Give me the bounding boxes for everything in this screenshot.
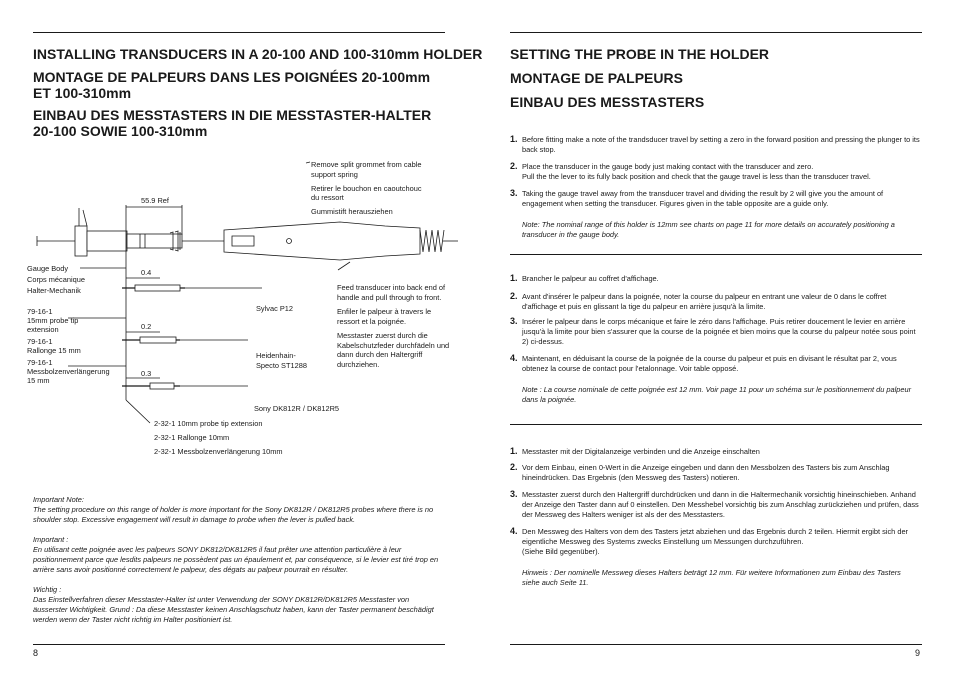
fr-note: Note : La course nominale de cette poignée est 12 mm. Voir page 11 pour un schéma sur le positionnement du palpeur dans la poignée. <box>522 385 912 404</box>
part-79-16-1-de-a: 79-16-1 <box>27 358 53 367</box>
gap-label-0-4: 0.4 <box>141 268 152 277</box>
gap-label-0-3: 0.3 <box>141 369 152 378</box>
note-gummistift: Gummistift herausziehen <box>311 207 393 216</box>
en-note: Note: The nominal range of this holder is 12mm see charts on page 11 for more details on accurately positioning a transducer in the gauge body. <box>522 220 895 239</box>
de-note: Hinweis : Der nominelle Messweg dieses Halters beträgt 12 mm. Für weitere Informationen zum Einbau des Tasters siehe auch Seite 11. <box>522 568 901 587</box>
de-step-4-text: Den Messweg des Halters von dem des Tasters jetzt abziehen und das Ergebnis durch 2 teilen. Hiermit ergibt sich der eigentliche Messweg des Systems zwecks Einstellung um Messungen durchzuführen. (Siehe Bild gegenüber). <box>522 527 909 556</box>
left-heading-1: INSTALLING TRANSDUCERS IN A 20-100 AND 100-310mm HOLDER <box>33 46 483 62</box>
fr-step-3-number: 3. <box>510 316 518 326</box>
de-step-4-number: 4. <box>510 526 518 536</box>
fr-step-3-text: Insérer le palpeur dans le corps mécanique et faire le zéro dans l'affichage. Puis retirer doucement le levier en arrière jusqu'à la limite pour bien s'assurer que la course de la poignée et bien moins que la course du palpeur notée sous point 2) ci-dessus. <box>522 317 916 346</box>
probe-label-heidenhain-1: Heidenhain- <box>256 351 296 360</box>
note-remove-grommet-1: Remove split grommet from cable <box>311 160 422 169</box>
fr-step-2-number: 2. <box>510 291 518 301</box>
left-heading-5: 20-100 SOWIE 100-310mm <box>33 123 208 139</box>
de-step-2-text: Vor dem Einbau, einen 0-Wert in die Anzeige eingeben und dann den Messbolzen des Tasters bis zum Anschlag hineindrücken. Das Ergebnis (den Messweg des Tasters) notieren. <box>522 463 890 482</box>
note-retirer-bouchon-2: du ressort <box>311 193 344 202</box>
en-step-3-number: 3. <box>510 188 518 198</box>
ref-dimension-label: 55.9 Ref <box>141 196 169 205</box>
right-heading-1: SETTING THE PROBE IN THE HOLDER <box>510 46 770 62</box>
gauge-body-label-de: Halter-Mechanik <box>27 286 81 295</box>
gauge-body-label-fr: Corps mécanique <box>27 275 85 284</box>
gauge-body-label-en: Gauge Body <box>27 264 69 273</box>
probe-label-sylvac: Sylvac P12 <box>256 304 293 313</box>
de-step-1-number: 1. <box>510 446 518 456</box>
note-retirer-bouchon-1: Retirer le bouchon en caoutchouc <box>311 184 422 193</box>
important-fr-title: Important : <box>33 535 69 544</box>
right-bottom-rule <box>510 644 922 645</box>
part-79-16-1-fr-a: 79-16-1 <box>27 337 53 346</box>
right-heading-2: MONTAGE DE PALPEURS <box>510 70 683 86</box>
part-79-16-1-de-c: 15 mm <box>27 376 50 385</box>
feed-note-fr: Enfiler le palpeur à travers le ressort et la poignée. <box>337 307 432 326</box>
gap-label-0-2: 0.2 <box>141 322 152 331</box>
wichtig-text: Das Einstellverfahren dieser Messtaster-Halter ist unter Verwendung der SONY DK812R/DK812R5 Messtaster von äusserster Wichtigkeit. Grund : Da diese Messtaster keinen Anschlagschutz haben, kann der Taster permanent beschädigt werden wenn der Taster nicht richtig im Halter positioniert ist. <box>33 595 434 624</box>
left-heading-3: ET 100-310mm <box>33 85 132 101</box>
right-rule-1 <box>510 254 922 255</box>
en-step-2-text: Place the transducer in the gauge body just making contact with the transducer and zero. Pull the the lever to its fully back position and check that the gauge travel is less than the transducer travel. <box>522 162 871 181</box>
part-79-16-1-en-c: extension <box>27 325 59 334</box>
feed-note-en: Feed transducer into back end of handle and pull through to front. <box>337 283 446 302</box>
wichtig-title: Wichtig : <box>33 585 62 594</box>
part-2-32-1-fr: 2-32-1 Rallonge 10mm <box>154 433 230 442</box>
important-note-text: The setting procedure on this range of holder is more important for the Sony DK812R / DK812R5 probes where there is no shoulder stop. Excessive engagement will result in damage to probe when the lever is pulled back. <box>33 505 434 524</box>
important-note-title: Important Note: <box>33 495 84 504</box>
part-2-32-1-de: 2-32-1 Messbolzenverlängerung 10mm <box>154 447 283 456</box>
page-number-left: 8 <box>33 648 39 658</box>
part-79-16-1-en-a: 79-16-1 <box>27 307 53 316</box>
fr-step-1-number: 1. <box>510 273 518 283</box>
part-2-32-1-en: 2-32-1 10mm probe tip extension <box>154 419 263 428</box>
part-79-16-1-fr-b: Rallonge 15 mm <box>27 346 81 355</box>
probe-label-sony: Sony DK812R / DK812R5 <box>254 404 340 413</box>
fr-step-4-number: 4. <box>510 353 518 363</box>
left-bottom-rule <box>33 644 445 645</box>
fr-step-2-text: Avant d'insérer le palpeur dans la poignée, noter la course du palpeur en entrant une valeur de 0 dans le coffret d'affichage et puis en glissant la tige du palpeur en arrière jusqu'à la limite. <box>522 292 887 311</box>
en-step-2-number: 2. <box>510 161 518 171</box>
fr-step-1-text: Brancher le palpeur au coffret d'affichage. <box>522 274 659 283</box>
de-step-3-text: Messtaster zuerst durch den Haltergriff durchdrücken und dann in die Haltermechanik vorsichtig hineinschieben. Anhand der Anzeige den Taster dann auf 0 einstellen. Den Messhebel vorsichtig bis zum Anschlag zurückziehen und prüfen, dass der Messweg des Halters weniger ist als der des Messtasters. <box>522 490 919 519</box>
de-step-3-number: 3. <box>510 489 518 499</box>
left-heading-2: MONTAGE DE PALPEURS DANS LES POIGNÉES 20-100mm <box>33 69 431 85</box>
right-top-rule <box>510 32 922 33</box>
left-heading-4: EINBAU DES MESSTASTERS IN DIE MESSTASTER-HALTER <box>33 107 432 123</box>
note-remove-grommet-2: support spring <box>311 170 358 179</box>
probe-label-heidenhain-2: Specto ST1288 <box>256 361 307 370</box>
part-79-16-1-de-b: Messbolzenverlängerung <box>27 367 110 376</box>
right-rule-2 <box>510 424 922 425</box>
fr-step-4-text: Maintenant, en déduisant la course de la poignée de la course du palpeur et puis en divisant le résultat par 2, vous obtenez la course de contact pour l'etalonnage. Voir table opposé. <box>522 354 897 373</box>
en-step-3-text: Taking the gauge travel away from the transducer travel and dividing the result by 2 will give you the amount of engagement when setting the transducer. Figures given in the table opposite are a guide only. <box>522 189 884 208</box>
en-step-1-number: 1. <box>510 134 518 144</box>
feed-note-de: Messtaster zuerst durch die Kabelschutzfeder durchfädeln und dann durch den Haltergriff durchziehen. <box>337 331 450 369</box>
part-79-16-1-en-b: 15mm probe tip <box>27 316 79 325</box>
page-number-right: 9 <box>915 648 921 658</box>
right-heading-3: EINBAU DES MESSTASTERS <box>510 94 705 110</box>
de-step-1-text: Messtaster mit der Digitalanzeige verbinden und die Anzeige einschalten <box>522 447 760 456</box>
de-step-2-number: 2. <box>510 462 518 472</box>
important-fr-text: En utilisant cette poignée avec les palpeurs SONY DK812/DK812R5 il faut prêter une attention particulière à leur positionnement parce que lesdits palpeurs ne possèdent pas un épaulement et, par conséquence, si le levier est tiré trop en arrière sans avoir positionné correctement le palpeur, des dégats au palpeur pourrait en résulter. <box>33 545 439 574</box>
en-step-1-text: Before fitting make a note of the trandsducer travel by setting a zero in the forward position and pressing the plunger to its back stop. <box>522 135 920 154</box>
